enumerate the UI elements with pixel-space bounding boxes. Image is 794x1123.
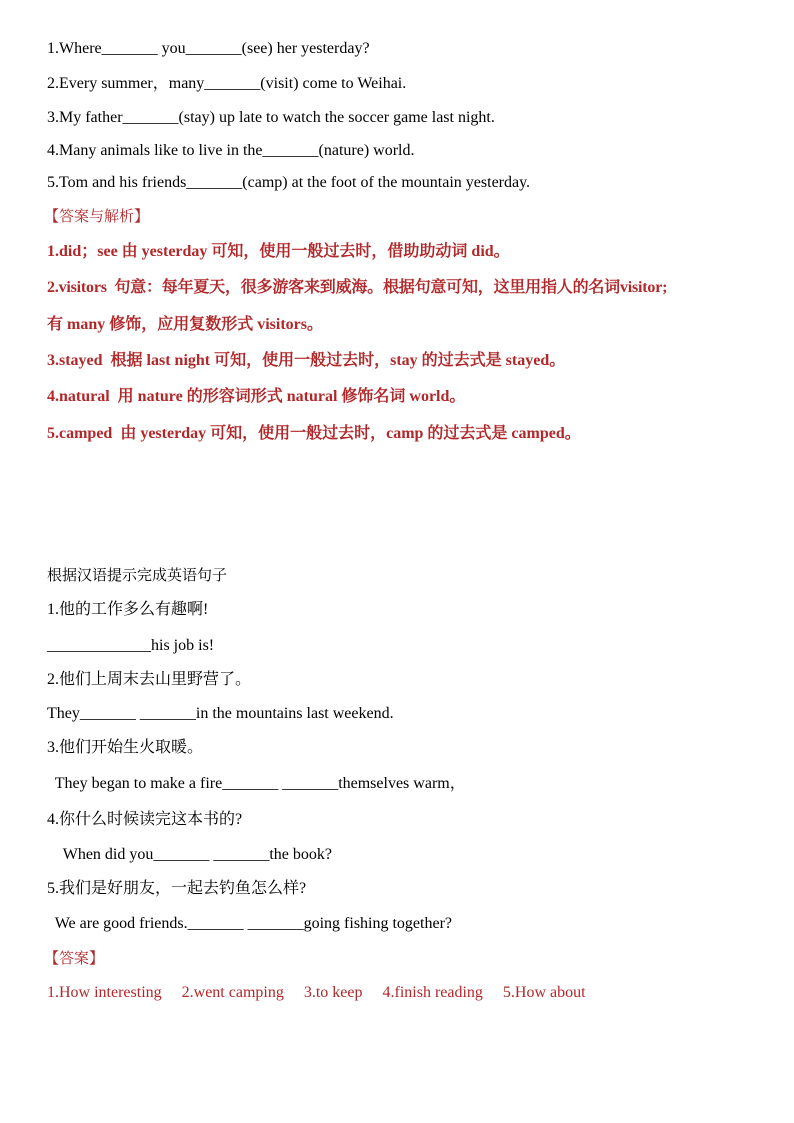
- question-1: 1.Where_______ you_______(see) her yesterday?: [47, 40, 370, 57]
- answer-heading: 【答案与解析】: [44, 207, 150, 225]
- prompt-2: 2.他们上周末去山里野营了。: [47, 671, 252, 688]
- answer-5: 5.camped 由 yesterday 可知，使用一般过去时，camp 的过去式是 camped。: [47, 425, 581, 442]
- sentence-5: We are good friends._______ _______going fishing together?: [47, 915, 453, 932]
- answer-heading-2: 【答案】: [44, 949, 105, 967]
- prompt-5: 5.我们是好朋友，一起去钓鱼怎么样?: [47, 880, 307, 897]
- question-4: 4.Many animals like to live in the_______(nature) world.: [47, 142, 415, 159]
- prompt-4: 4.你什么时候读完这本书的?: [47, 811, 243, 828]
- exercise-2-title: 根据汉语提示完成英语句子: [47, 566, 228, 584]
- answer-line: 1.How interesting 2.went camping 3.to keep 4.finish reading 5.How about: [47, 984, 586, 1001]
- answer-4: 4.natural 用 nature 的形容词形式 natural 修饰名词 world。: [47, 388, 466, 405]
- answer-2-cont: 有 many 修饰，应用复数形式 visitors。: [47, 316, 324, 333]
- question-3: 3.My father_______(stay) up late to watch the soccer game last night.: [47, 109, 495, 126]
- sentence-2: They_______ _______in the mountains last weekend.: [47, 705, 394, 722]
- prompt-3: 3.他们开始生火取暖。: [47, 739, 204, 756]
- question-5: 5.Tom and his friends_______(camp) at the foot of the mountain yesterday.: [47, 174, 531, 191]
- question-2: 2.Every summer，many_______(visit) come to Weihai.: [47, 75, 407, 92]
- answer-1: 1.did；see 由 yesterday 可知，使用一般过去时，借助助动词 did。: [47, 243, 510, 260]
- answer-2: 2.visitors 句意：每年夏天，很多游客来到威海。根据句意可知，这里用指人的名词visitor;: [47, 279, 668, 296]
- sentence-1: _____________his job is!: [47, 637, 215, 654]
- answer-3: 3.stayed 根据 last night 可知，使用一般过去时，stay 的过去式是 stayed。: [47, 352, 566, 369]
- prompt-1: 1.他的工作多么有趣啊!: [47, 601, 209, 618]
- sentence-3: They began to make a fire_______ _______themselves warm，: [47, 775, 466, 792]
- sentence-4: When did you_______ _______the book?: [47, 846, 333, 863]
